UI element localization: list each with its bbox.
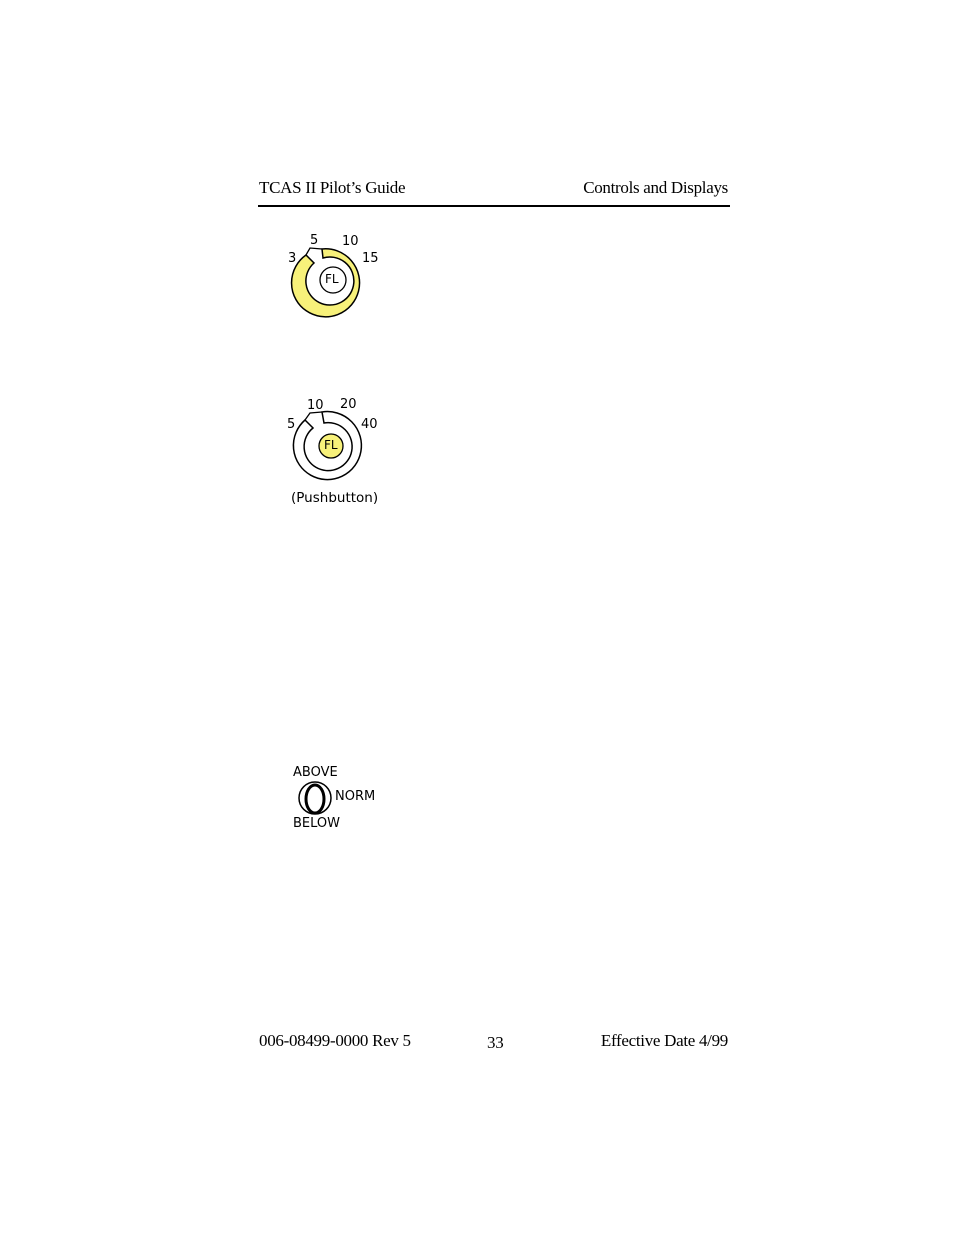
fl-knob-outer-scale-5: 5 [310,233,319,248]
fl-knob-outer-scale-15: 15 [362,251,379,266]
page-number: 33 [487,1033,504,1052]
switch-label-norm: NORM [335,789,376,804]
fl-knob-outer-label: FL [325,272,339,286]
fl-pushbutton-scale-20: 20 [340,397,357,412]
fl-pushbutton-scale-10: 10 [307,398,324,413]
switch-label-above: ABOVE [293,765,338,780]
fl-pushbutton-scale-40: 40 [361,417,378,432]
fl-knob-outer-scale-10: 10 [342,234,359,249]
header-title-right: Controls and Displays [583,178,728,197]
header-title-left: TCAS II Pilot’s Guide [259,178,406,197]
fl-pushbutton-label: FL [324,438,338,452]
fl-pushbutton-scale-5: 5 [287,417,296,432]
fl-knob-outer-scale-3: 3 [288,251,297,266]
switch-label-below: BELOW [293,816,340,831]
footer-effective-date: Effective Date 4/99 [600,1031,728,1050]
fl-pushbutton-caption: (Pushbutton) [291,490,379,506]
footer-document-number: 006-08499-0000 Rev 5 [259,1031,411,1050]
